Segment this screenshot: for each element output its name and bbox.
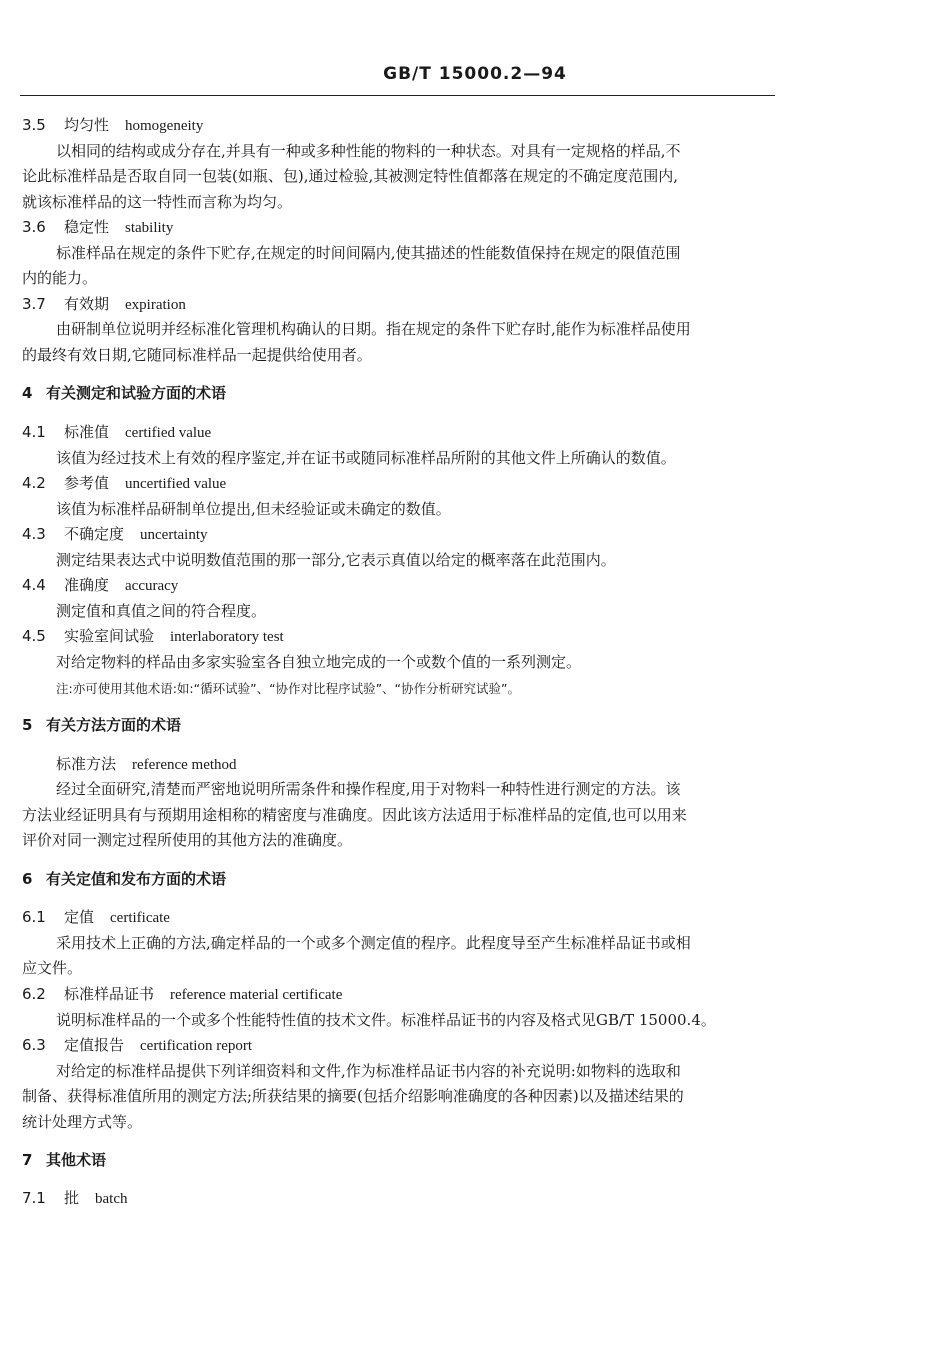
term-chinese: 参考值 — [64, 474, 110, 492]
term-english: accuracy — [125, 578, 179, 594]
section-7-heading — [22, 1151, 106, 1169]
term-number: 4.1 — [22, 423, 46, 441]
term-number: 4.5 — [22, 627, 46, 645]
header-rule — [20, 95, 775, 96]
term-chinese: 标准值 — [64, 423, 110, 441]
section-number: 7 — [22, 1151, 33, 1169]
term-5-heading — [56, 755, 237, 774]
paragraph-line: 就该标准样品的这一特性而言称为均匀。 — [22, 193, 293, 211]
section-number: 5 — [22, 716, 33, 734]
term-number: 7.1 — [22, 1189, 46, 1207]
paragraph-line: 制备、获得标准值所用的测定方法;所获结果的摘要(包括介绍影响准确度的各种因素)以及描述结果的 — [22, 1087, 684, 1105]
term-6-3-heading — [22, 1036, 252, 1055]
term-number: 4.3 — [22, 525, 46, 543]
paragraph-line: 以相同的结构或成分存在,并具有一种或多种性能的物料的一种状态。对具有一定规格的样品,不 — [56, 142, 681, 160]
paragraph-line: 内的能力。 — [22, 269, 98, 287]
paragraph-line: 测定值和真值之间的符合程度。 — [56, 602, 267, 620]
term-english: uncertainty — [140, 527, 208, 543]
term-number: 3.6 — [22, 218, 46, 236]
term-english: expiration — [125, 297, 186, 313]
paragraph-line: 统计处理方式等。 — [22, 1113, 143, 1131]
term-number: 3.5 — [22, 116, 46, 134]
term-number: 4.2 — [22, 474, 46, 492]
paragraph-line: 对给定物料的样品由多家实验室各自独立地完成的一个或数个值的一系列测定。 — [56, 653, 582, 671]
paragraph-line: 的最终有效日期,它随同标准样品一起提供给使用者。 — [22, 346, 372, 364]
term-chinese: 有效期 — [64, 295, 110, 313]
term-english: uncertified value — [125, 476, 227, 492]
section-title: 有关方法方面的术语 — [46, 716, 182, 734]
term-number: 4.4 — [22, 576, 46, 594]
term-6-1-heading — [22, 908, 170, 927]
term-number: 6.1 — [22, 908, 46, 926]
term-english: reference material certificate — [170, 987, 343, 1003]
term-6-2-heading — [22, 985, 342, 1004]
term-english: certificate — [110, 910, 170, 926]
section-5-heading — [22, 716, 181, 734]
paragraph-line: 论此标准样品是否取自同一包装(如瓶、包),通过检验,其被测定特性值都落在规定的不确定度范围内, — [22, 167, 679, 185]
section-title: 有关定值和发布方面的术语 — [46, 870, 227, 888]
term-4-2-heading — [22, 474, 226, 493]
term-4-3-heading — [22, 525, 208, 544]
paragraph-line: 方法业经证明具有与预期用途相称的精密度与准确度。因此该方法适用于标准样品的定值,也可以用来 — [22, 806, 687, 824]
section-title: 有关测定和试验方面的术语 — [46, 384, 227, 402]
term-number: 3.7 — [22, 295, 46, 313]
term-3-7-heading — [22, 295, 186, 314]
term-number: 6.3 — [22, 1036, 46, 1054]
paragraph-line: 该值为经过技术上有效的程序鉴定,并在证书或随同标准样品所附的其他文件上所确认的数值。 — [56, 449, 676, 467]
term-english: reference method — [132, 757, 237, 773]
section-number: 4 — [22, 384, 33, 402]
term-3-6-heading — [22, 218, 173, 237]
term-4-5-heading — [22, 627, 284, 646]
paragraph-line: 经过全面研究,清楚而严密地说明所需条件和操作程度,用于对物料一种特性进行测定的方法。该 — [56, 780, 681, 798]
term-7-1-heading — [22, 1189, 128, 1208]
note-line: 注:亦可使用其他术语:如:“循环试验”、“协作对比程序试验”、“协作分析研究试验”。 — [56, 681, 520, 696]
term-english: stability — [125, 220, 174, 236]
paragraph-line: 采用技术上正确的方法,确定样品的一个或多个测定值的程序。此程度导至产生标准样品证书或相 — [56, 934, 691, 952]
term-chinese: 不确定度 — [64, 525, 125, 543]
term-4-4-heading — [22, 576, 178, 595]
term-chinese: 均匀性 — [64, 116, 110, 134]
section-title: 其他术语 — [46, 1151, 107, 1169]
term-chinese: 批 — [64, 1189, 80, 1207]
term-english: interlaboratory test — [170, 629, 284, 645]
paragraph-line: 说明标准样品的一个或多个性能特性值的技术文件。标准样品证书的内容及格式见GB/T 15000.4。 — [56, 1011, 716, 1029]
term-english: batch — [95, 1191, 128, 1207]
paragraph-line: 标准样品在规定的条件下贮存,在规定的时间间隔内,使其描述的性能数值保持在规定的限值范围 — [56, 244, 681, 262]
standard-number-header: GB/T 15000.2—94 — [383, 64, 567, 84]
term-chinese: 稳定性 — [64, 218, 110, 236]
term-chinese: 标准样品证书 — [64, 985, 155, 1003]
paragraph-line: 评价对同一测定过程所使用的其他方法的准确度。 — [22, 831, 353, 849]
term-chinese: 定值 — [64, 908, 95, 926]
term-english: homogeneity — [125, 118, 204, 134]
term-chinese: 准确度 — [64, 576, 110, 594]
paragraph-line: 该值为标准样品研制单位提出,但未经验证或未确定的数值。 — [56, 500, 451, 518]
paragraph-line: 由研制单位说明并经标准化管理机构确认的日期。指在规定的条件下贮存时,能作为标准样品使用 — [56, 320, 691, 338]
term-4-1-heading — [22, 423, 211, 442]
term-english: certified value — [125, 425, 212, 441]
paragraph-line: 对给定的标准样品提供下列详细资料和文件,作为标准样品证书内容的补充说明:如物料的选取和 — [56, 1062, 681, 1080]
term-english: certification report — [140, 1038, 253, 1054]
paragraph-line: 测定结果表达式中说明数值范围的那一部分,它表示真值以给定的概率落在此范围内。 — [56, 551, 616, 569]
term-chinese: 实验室间试验 — [64, 627, 155, 645]
term-chinese: 标准方法 — [56, 755, 117, 773]
term-3-5-heading — [22, 116, 203, 135]
section-6-heading — [22, 870, 226, 888]
term-chinese: 定值报告 — [64, 1036, 125, 1054]
paragraph-line: 应文件。 — [22, 959, 83, 977]
section-4-heading — [22, 384, 226, 402]
term-number: 6.2 — [22, 985, 46, 1003]
section-number: 6 — [22, 870, 33, 888]
